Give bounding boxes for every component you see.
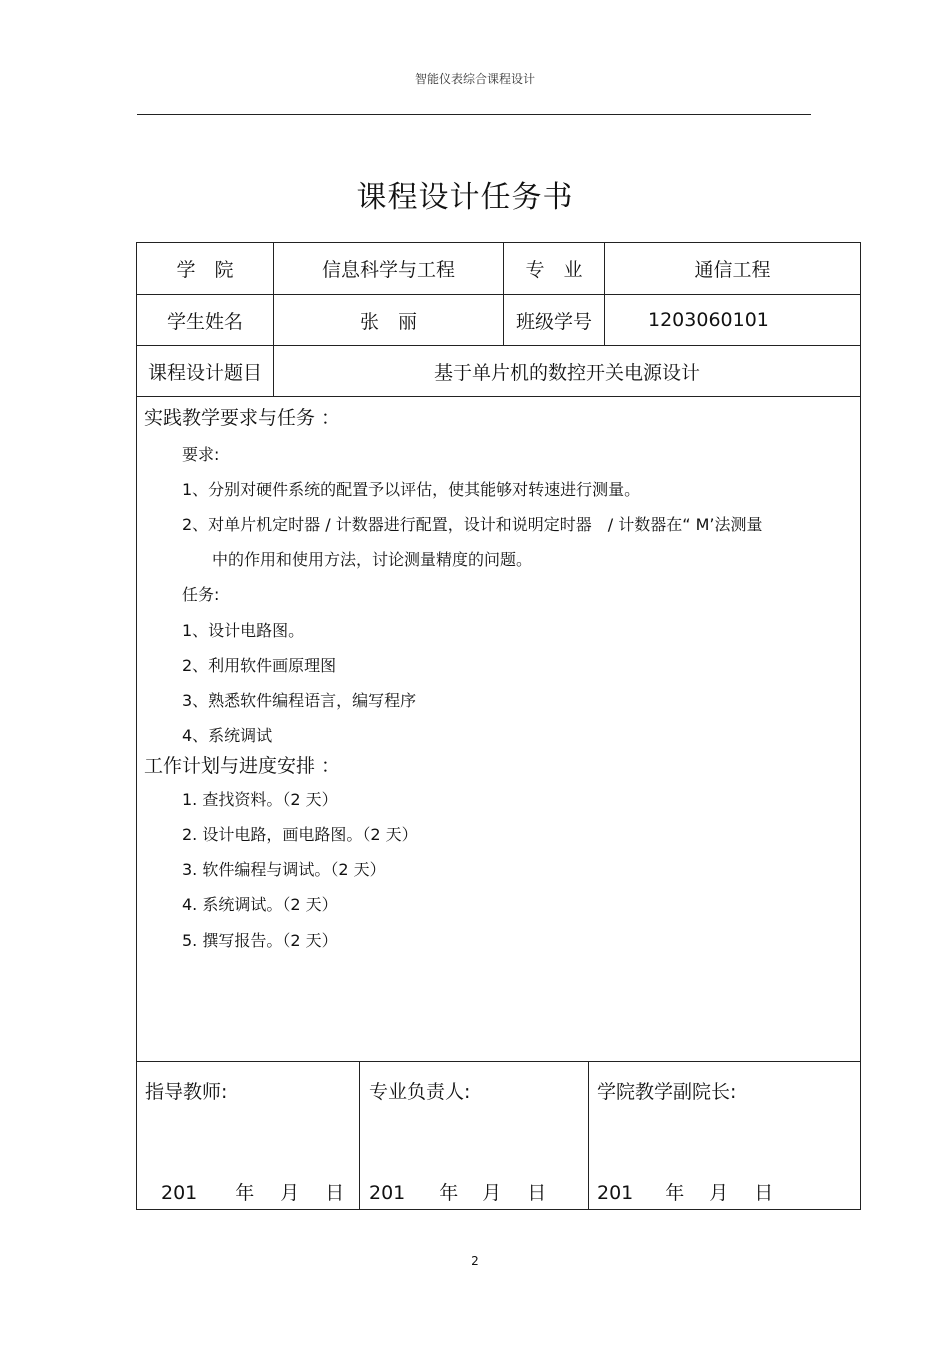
date-month-char: 月: [482, 1182, 502, 1204]
task-form: [136, 242, 861, 1210]
date-day-char: 日: [527, 1182, 547, 1204]
date-year-char: 年: [439, 1182, 459, 1204]
major-value: 通信工程: [694, 259, 771, 281]
plan-item: 4. 系统调试。（2 天）: [182, 895, 338, 914]
plan-item: 5. 撰写报告。（2 天）: [182, 931, 338, 950]
vice-dean-date: [597, 1178, 773, 1205]
college-label: 学 院: [176, 259, 234, 281]
major-label: 专 业: [525, 259, 583, 281]
date-year-char: 年: [665, 1182, 685, 1204]
document-title: 课程设计任务书: [356, 180, 574, 215]
row-divider: [137, 1061, 860, 1062]
topic-label: 课程设计题目: [147, 361, 262, 384]
college-value: 信息科学与工程: [321, 259, 455, 281]
date-year: 201: [369, 1182, 406, 1204]
requirement-item: 2、对单片机定时器 / 计数器进行配置，设计和说明定时器 / 计数器在“ M’法测量: [182, 515, 763, 534]
task-item: 3、熟悉软件编程语言，编写程序: [182, 691, 417, 710]
col-divider: [359, 1061, 360, 1209]
running-header: 智能仪表综合课程设计: [414, 72, 535, 86]
task-item: 2、利用软件画原理图: [182, 656, 337, 675]
date-month-char: 月: [709, 1182, 729, 1204]
plan-item: 2. 设计电路，画电路图。（2 天）: [182, 825, 418, 844]
requirements-label: 要求:: [182, 445, 220, 464]
page-number: 2: [471, 1254, 479, 1268]
tasks-label: 任务:: [182, 585, 220, 604]
date-year: 201: [597, 1182, 634, 1204]
header-rule: [137, 114, 811, 115]
plan-item: 3. 软件编程与调试。（2 天）: [182, 860, 386, 879]
col-divider: [588, 1061, 589, 1209]
plan-item: 1. 查找资料。（2 天）: [182, 790, 338, 809]
plan-heading: 工作计划与进度安排 ：: [144, 755, 341, 777]
class-id-value: 1203060101: [648, 309, 769, 331]
advisor-signature-label: 指导教师:: [145, 1081, 228, 1103]
major-head-date: [369, 1178, 546, 1205]
student-name-value: 张 丽: [359, 310, 417, 333]
task-item: 4、系统调试: [182, 726, 273, 745]
date-year: 201: [161, 1182, 198, 1204]
class-id-label: 班级学号: [515, 310, 592, 333]
date-day-char: 日: [325, 1182, 345, 1204]
task-content: [137, 397, 860, 1061]
task-item: 1、设计电路图。: [182, 621, 305, 640]
requirement-item-continued: 中的作用和使用方法，讨论测量精度的问题。: [212, 550, 533, 569]
vice-dean-signature-label: 学院教学副院长:: [597, 1081, 737, 1103]
date-year-char: 年: [235, 1182, 255, 1204]
topic-value: 基于单片机的数控开关电源设计: [433, 361, 700, 384]
student-name-label: 学生姓名: [166, 310, 243, 333]
date-month-char: 月: [280, 1182, 300, 1204]
practice-heading: 实践教学要求与任务 ：: [144, 407, 341, 429]
date-day-char: 日: [754, 1182, 774, 1204]
major-head-signature-label: 专业负责人:: [369, 1081, 471, 1103]
requirement-item: 1、分别对硬件系统的配置予以评估，使其能够对转速进行测量。: [182, 480, 641, 499]
advisor-date: [161, 1178, 344, 1205]
